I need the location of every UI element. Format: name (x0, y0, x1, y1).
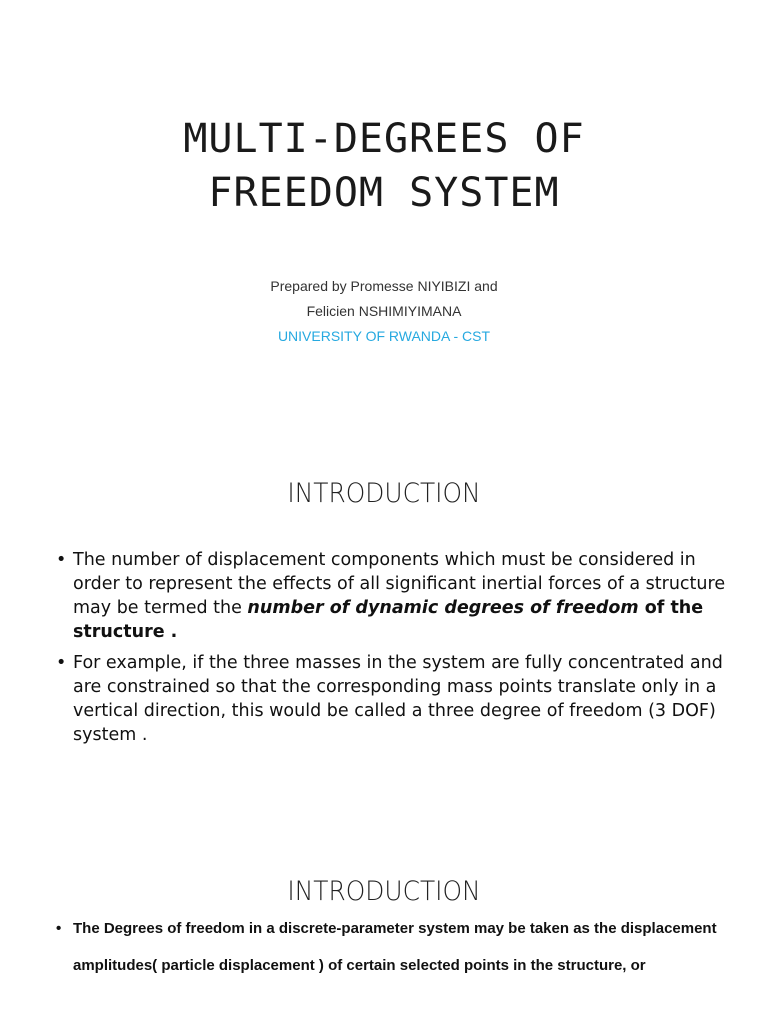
list-item (56, 651, 728, 747)
presentation-title (0, 112, 768, 220)
list-item (56, 548, 728, 644)
bullet-text: For example, if the three masses in the system are fully concentrated and are constrained so that the corresponding mass points translate only in a vertical direction, this would be called a three degree of freedom (3 DOF) system . (73, 653, 723, 745)
list-item (56, 910, 728, 984)
section-heading: INTRODUCTION (287, 478, 481, 509)
title-line-2: FREEDOM SYSTEM (208, 170, 560, 216)
introduction-slide-1 (0, 420, 768, 840)
bullet-icon: • (56, 920, 62, 937)
cover-slide (0, 0, 768, 420)
author-line-2: Felicien NSHIMIYIMANA (306, 303, 462, 319)
bullet-list (56, 910, 728, 984)
bullet-icon: • (56, 653, 67, 673)
bullet-text: The number of displacement components which must be considered in order to represent the effects of all significant inertial forces of a structure may be termed the (73, 550, 726, 618)
bullet-list (56, 548, 728, 754)
bullet-emphasis-bold: of the structure . (73, 598, 704, 642)
bullet-text: The Degrees of freedom in a discrete-parameter system may be taken as the displacement amplitudes( particle displacement ) of certain selected points in the structure, or (73, 920, 717, 974)
institution-name: UNIVERSITY OF RWANDA - CST (277, 328, 491, 344)
section-heading: INTRODUCTION (287, 876, 481, 907)
introduction-slide-2 (0, 840, 768, 1024)
title-line-1: MULTI-DEGREES OF (183, 116, 585, 162)
bullet-icon: • (56, 550, 67, 570)
bullet-emphasis-italic: number of dynamic degrees of freedom (247, 598, 639, 618)
author-line-1: Prepared by Promesse NIYIBIZI and (270, 278, 498, 294)
